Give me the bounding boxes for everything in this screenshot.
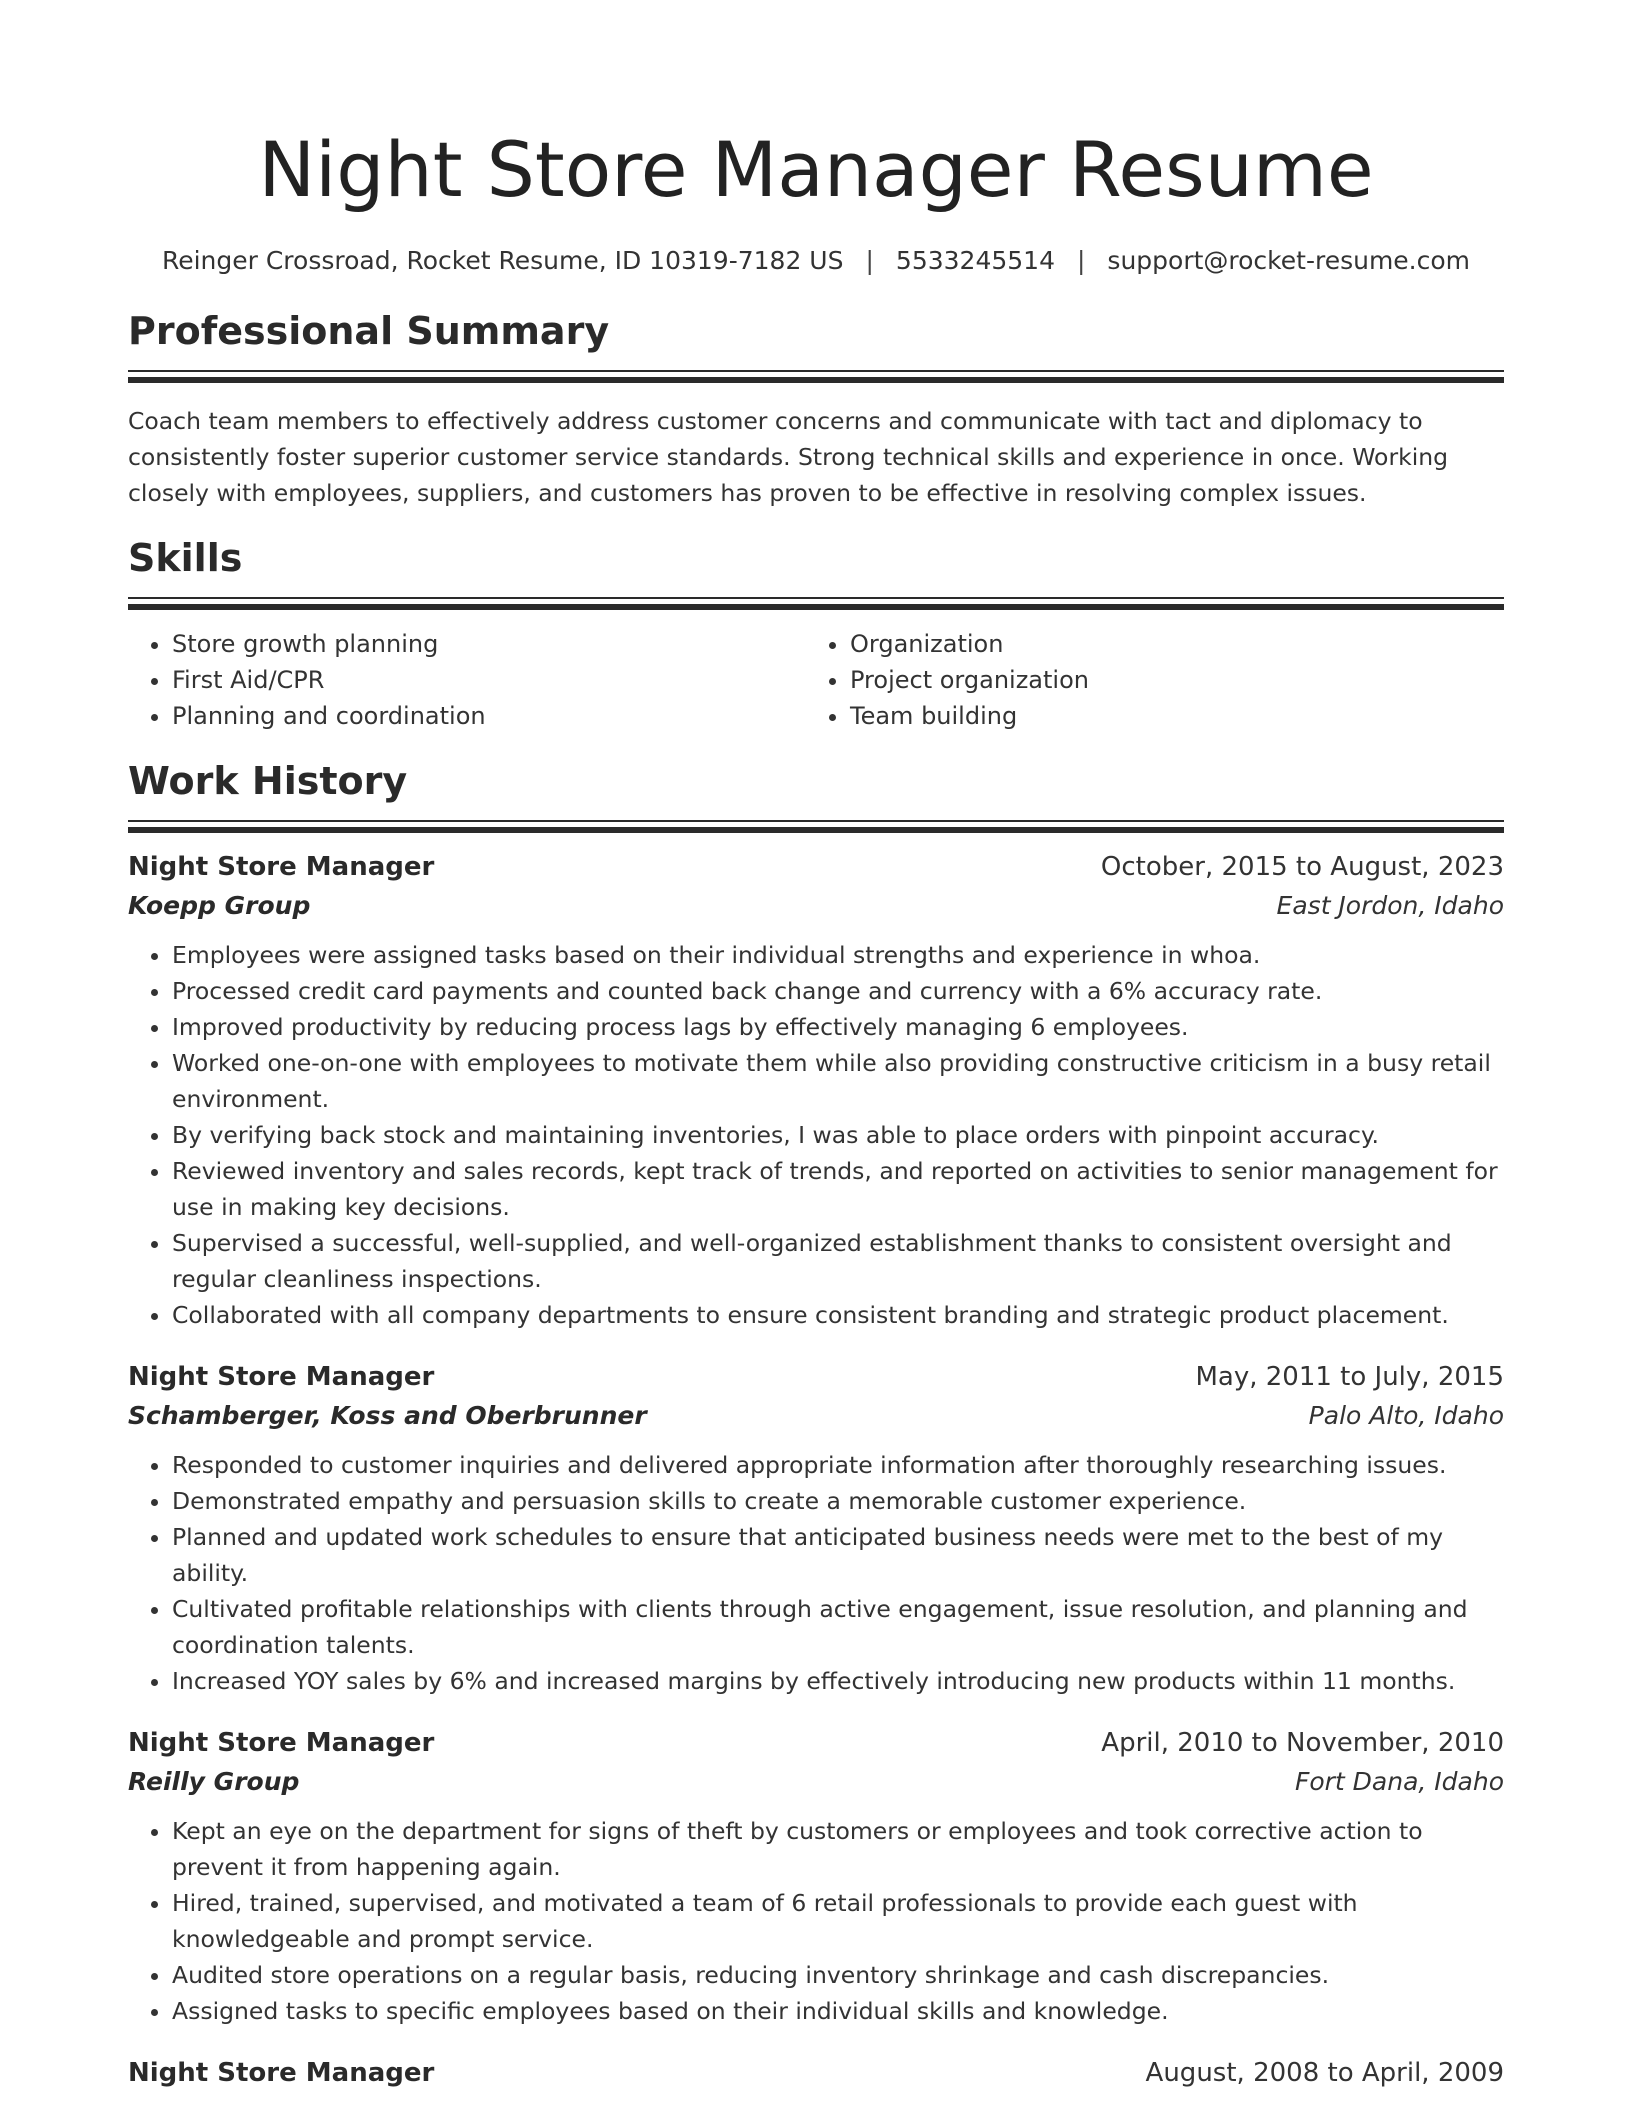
job-bullets [128,1447,1504,1699]
job-location: Fort Dana, Idaho [1294,1767,1504,1796]
contact-separator: | [865,246,874,275]
job-bullet: • Collaborated with all company departments to ensure consistent branding and strategic product placement. [172,1297,1504,1333]
job-title: Night Store Manager [128,1362,435,1392]
resume-page [128,118,1504,2093]
job-location: East Jordon, Idaho [1276,891,1504,920]
skills-section [128,533,1504,734]
job-title: Night Store Manager [128,2058,435,2088]
section-divider [128,370,1504,383]
job-bullets [128,937,1504,1333]
summary-section [128,306,1504,511]
job-dates: August, 2008 to April, 2009 [1145,2058,1504,2088]
job-header [128,1723,1504,1763]
section-divider [128,820,1504,833]
job-entry [128,847,1504,1333]
job-entry [128,2053,1504,2093]
job-bullets [128,1813,1504,2029]
job-subheader [128,1397,1504,1435]
job-bullet: • Hired, trained, supervised, and motivated a team of 6 retail professionals to provide each guest with knowledgeable and prompt service. [172,1885,1504,1957]
job-dates: May, 2011 to July, 2015 [1195,1362,1504,1392]
section-title-work-history: Work History [128,759,408,803]
job-title: Night Store Manager [128,852,435,882]
job-bullet: • Assigned tasks to specific employees based on their individual skills and knowledge. [172,1993,1504,2029]
job-dates: April, 2010 to November, 2010 [1101,1728,1504,1758]
job-entry [128,1723,1504,2029]
section-title-skills: Skills [128,536,243,580]
work-history-section [128,756,1504,2093]
summary-text: Coach team members to effectively address customer concerns and communicate with tact and diplomacy to consistently foster superior customer service standards. Strong technical skills and experience in once. Working closely with employees, suppliers, and customers has proven to be effective in resolving complex issues. [128,407,1449,507]
resume-title: Night Store Manager Resume [258,125,1374,214]
skill-item: • Organization [850,626,1484,662]
job-dates: October, 2015 to August, 2023 [1100,852,1504,882]
skill-item: • Team building [850,698,1484,734]
skill-item: • Project organization [850,662,1484,698]
contact-address: Reinger Crossroad, Rocket Resume, ID 10319-7182 US [161,246,844,275]
job-bullet: • Audited store operations on a regular basis, reducing inventory shrinkage and cash discrepancies. [172,1957,1504,1993]
job-bullet: • Demonstrated empathy and persuasion skills to create a memorable customer experience. [172,1483,1504,1519]
contact-separator: | [1076,246,1086,275]
job-bullet: • Reviewed inventory and sales records, kept track of trends, and reported on activities to senior management for use in making key decisions. [172,1153,1504,1225]
job-bullet: • Planned and updated work schedules to ensure that anticipated business needs were met to the best of my ability. [172,1519,1504,1591]
skills-list [128,626,1504,734]
skill-item: • Planning and coordination [172,698,806,734]
job-subheader [128,1763,1504,1801]
job-bullet: • Processed credit card payments and counted back change and currency with a 6% accuracy rate. [172,973,1504,1009]
job-title: Night Store Manager [128,1728,435,1758]
job-bullet: • Supervised a successful, well-supplied, and well-organized establishment thanks to consistent oversight and regular cleanliness inspections. [172,1225,1504,1297]
contact-email: support@rocket-resume.com [1107,246,1471,275]
skill-item: • First Aid/CPR [172,662,806,698]
job-header [128,847,1504,887]
skills-column-right [806,626,1484,734]
job-header [128,1357,1504,1397]
skills-column-left [128,626,806,734]
job-entry [128,1357,1504,1699]
section-title-summary: Professional Summary [128,309,610,353]
job-location: Palo Alto, Idaho [1308,1401,1504,1430]
job-bullet: • Cultivated profitable relationships with clients through active engagement, issue resolution, and planning and coordination talents. [172,1591,1504,1663]
job-company: Koepp Group [128,891,311,920]
section-divider [128,597,1504,610]
contact-phone: 5533245514 [895,246,1055,275]
job-bullet: • By verifying back stock and maintaining inventories, I was able to place orders with pinpoint accuracy. [172,1117,1504,1153]
job-bullet: • Worked one-on-one with employees to motivate them while also providing constructive criticism in a busy retail environment. [172,1045,1504,1117]
contact-line [128,244,1504,278]
job-bullet: • Kept an eye on the department for signs of theft by customers or employees and took corrective action to prevent it from happening again. [172,1813,1504,1885]
job-company: Schamberger, Koss and Oberbrunner [128,1401,647,1430]
job-subheader [128,887,1504,925]
job-company: Reilly Group [128,1767,300,1796]
job-bullet: • Responded to customer inquiries and delivered appropriate information after thoroughly researching issues. [172,1447,1504,1483]
job-bullet: • Increased YOY sales by 6% and increased margins by effectively introducing new products within 11 months. [172,1663,1504,1699]
job-bullet: • Employees were assigned tasks based on their individual strengths and experience in whoa. [172,937,1504,973]
job-bullet: • Improved productivity by reducing process lags by effectively managing 6 employees. [172,1009,1504,1045]
skill-item: • Store growth planning [172,626,806,662]
job-header [128,2053,1504,2093]
